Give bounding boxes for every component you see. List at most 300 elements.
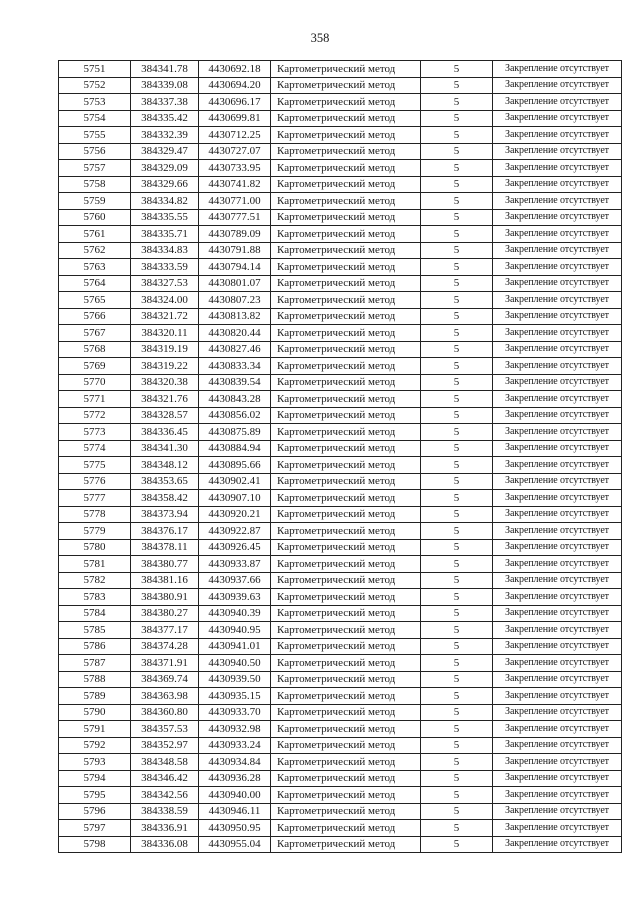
fixation-cell: Закрепление отсутствует — [493, 143, 622, 160]
point-number-cell: 5761 — [59, 226, 131, 243]
method-cell: Картометрический метод — [271, 737, 421, 754]
table-row — [59, 836, 622, 853]
point-number-cell: 5786 — [59, 638, 131, 655]
accuracy-cell: 5 — [421, 688, 493, 705]
x-coordinate-cell: 384353.65 — [131, 473, 199, 490]
y-coordinate-cell: 4430934.84 — [199, 754, 271, 771]
accuracy-cell: 5 — [421, 836, 493, 853]
method-cell: Картометрический метод — [271, 589, 421, 606]
x-coordinate-cell: 384352.97 — [131, 737, 199, 754]
x-coordinate-cell: 384376.17 — [131, 523, 199, 540]
x-coordinate-cell: 384348.58 — [131, 754, 199, 771]
fixation-cell: Закрепление отсутствует — [493, 242, 622, 259]
point-number-cell: 5766 — [59, 308, 131, 325]
method-cell: Картометрический метод — [271, 836, 421, 853]
method-cell: Картометрический метод — [271, 259, 421, 276]
fixation-cell: Закрепление отсутствует — [493, 589, 622, 606]
x-coordinate-cell: 384321.72 — [131, 308, 199, 325]
accuracy-cell: 5 — [421, 391, 493, 408]
method-cell: Картометрический метод — [271, 341, 421, 358]
point-number-cell: 5773 — [59, 424, 131, 441]
x-coordinate-cell: 384329.09 — [131, 160, 199, 177]
method-cell: Картометрический метод — [271, 638, 421, 655]
fixation-cell: Закрепление отсутствует — [493, 622, 622, 639]
table-row — [59, 457, 622, 474]
x-coordinate-cell: 384332.39 — [131, 127, 199, 144]
table-row — [59, 242, 622, 259]
y-coordinate-cell: 4430820.44 — [199, 325, 271, 342]
method-cell: Картометрический метод — [271, 193, 421, 210]
x-coordinate-cell: 384327.53 — [131, 275, 199, 292]
x-coordinate-cell: 384320.38 — [131, 374, 199, 391]
fixation-cell: Закрепление отсутствует — [493, 523, 622, 540]
x-coordinate-cell: 384329.66 — [131, 176, 199, 193]
fixation-cell: Закрепление отсутствует — [493, 820, 622, 837]
table-row — [59, 506, 622, 523]
table-row — [59, 638, 622, 655]
y-coordinate-cell: 4430902.41 — [199, 473, 271, 490]
accuracy-cell: 5 — [421, 490, 493, 507]
point-number-cell: 5792 — [59, 737, 131, 754]
point-number-cell: 5769 — [59, 358, 131, 375]
point-number-cell: 5795 — [59, 787, 131, 804]
x-coordinate-cell: 384342.56 — [131, 787, 199, 804]
fixation-cell: Закрепление отсутствует — [493, 292, 622, 309]
method-cell: Картометрический метод — [271, 160, 421, 177]
x-coordinate-cell: 384338.59 — [131, 803, 199, 820]
table-row — [59, 539, 622, 556]
fixation-cell: Закрепление отсутствует — [493, 506, 622, 523]
point-number-cell: 5764 — [59, 275, 131, 292]
y-coordinate-cell: 4430827.46 — [199, 341, 271, 358]
table-row — [59, 209, 622, 226]
fixation-cell: Закрепление отсутствует — [493, 572, 622, 589]
fixation-cell: Закрепление отсутствует — [493, 325, 622, 342]
method-cell: Картометрический метод — [271, 292, 421, 309]
x-coordinate-cell: 384377.17 — [131, 622, 199, 639]
method-cell: Картометрический метод — [271, 457, 421, 474]
point-number-cell: 5798 — [59, 836, 131, 853]
x-coordinate-cell: 384334.82 — [131, 193, 199, 210]
table-row — [59, 110, 622, 127]
x-coordinate-cell: 384329.47 — [131, 143, 199, 160]
method-cell: Картометрический метод — [271, 110, 421, 127]
y-coordinate-cell: 4430789.09 — [199, 226, 271, 243]
fixation-cell: Закрепление отсутствует — [493, 94, 622, 111]
table-row — [59, 424, 622, 441]
accuracy-cell: 5 — [421, 193, 493, 210]
point-number-cell: 5757 — [59, 160, 131, 177]
point-number-cell: 5779 — [59, 523, 131, 540]
point-number-cell: 5775 — [59, 457, 131, 474]
table-row — [59, 440, 622, 457]
fixation-cell: Закрепление отсутствует — [493, 259, 622, 276]
accuracy-cell: 5 — [421, 457, 493, 474]
point-number-cell: 5797 — [59, 820, 131, 837]
fixation-cell: Закрепление отсутствует — [493, 787, 622, 804]
x-coordinate-cell: 384324.00 — [131, 292, 199, 309]
y-coordinate-cell: 4430791.88 — [199, 242, 271, 259]
table-row — [59, 143, 622, 160]
x-coordinate-cell: 384336.45 — [131, 424, 199, 441]
accuracy-cell: 5 — [421, 671, 493, 688]
fixation-cell: Закрепление отсутствует — [493, 605, 622, 622]
table-row — [59, 308, 622, 325]
y-coordinate-cell: 4430940.00 — [199, 787, 271, 804]
accuracy-cell: 5 — [421, 589, 493, 606]
fixation-cell: Закрепление отсутствует — [493, 754, 622, 771]
accuracy-cell: 5 — [421, 539, 493, 556]
accuracy-cell: 5 — [421, 605, 493, 622]
point-number-cell: 5791 — [59, 721, 131, 738]
method-cell: Картометрический метод — [271, 127, 421, 144]
y-coordinate-cell: 4430777.51 — [199, 209, 271, 226]
x-coordinate-cell: 384380.27 — [131, 605, 199, 622]
table-row — [59, 737, 622, 754]
method-cell: Картометрический метод — [271, 407, 421, 424]
fixation-cell: Закрепление отсутствует — [493, 308, 622, 325]
y-coordinate-cell: 4430801.07 — [199, 275, 271, 292]
x-coordinate-cell: 384360.80 — [131, 704, 199, 721]
table-row — [59, 61, 622, 78]
y-coordinate-cell: 4430843.28 — [199, 391, 271, 408]
fixation-cell: Закрепление отсутствует — [493, 655, 622, 672]
point-number-cell: 5780 — [59, 539, 131, 556]
table-row — [59, 572, 622, 589]
x-coordinate-cell: 384373.94 — [131, 506, 199, 523]
x-coordinate-cell: 384358.42 — [131, 490, 199, 507]
table-body — [59, 61, 622, 853]
table-row — [59, 473, 622, 490]
fixation-cell: Закрепление отсутствует — [493, 473, 622, 490]
x-coordinate-cell: 384319.22 — [131, 358, 199, 375]
accuracy-cell: 5 — [421, 506, 493, 523]
point-number-cell: 5765 — [59, 292, 131, 309]
table-row — [59, 688, 622, 705]
point-number-cell: 5789 — [59, 688, 131, 705]
point-number-cell: 5768 — [59, 341, 131, 358]
accuracy-cell: 5 — [421, 209, 493, 226]
x-coordinate-cell: 384374.28 — [131, 638, 199, 655]
y-coordinate-cell: 4430935.15 — [199, 688, 271, 705]
accuracy-cell: 5 — [421, 374, 493, 391]
point-number-cell: 5794 — [59, 770, 131, 787]
y-coordinate-cell: 4430950.95 — [199, 820, 271, 837]
y-coordinate-cell: 4430933.24 — [199, 737, 271, 754]
x-coordinate-cell: 384341.30 — [131, 440, 199, 457]
table-row — [59, 770, 622, 787]
method-cell: Картометрический метод — [271, 143, 421, 160]
accuracy-cell: 5 — [421, 787, 493, 804]
fixation-cell: Закрепление отсутствует — [493, 490, 622, 507]
fixation-cell: Закрепление отсутствует — [493, 391, 622, 408]
accuracy-cell: 5 — [421, 523, 493, 540]
table-row — [59, 358, 622, 375]
table-row — [59, 176, 622, 193]
y-coordinate-cell: 4430941.01 — [199, 638, 271, 655]
table-row — [59, 803, 622, 820]
y-coordinate-cell: 4430955.04 — [199, 836, 271, 853]
method-cell: Картометрический метод — [271, 671, 421, 688]
method-cell: Картометрический метод — [271, 226, 421, 243]
fixation-cell: Закрепление отсутствует — [493, 226, 622, 243]
y-coordinate-cell: 4430875.89 — [199, 424, 271, 441]
table-row — [59, 589, 622, 606]
y-coordinate-cell: 4430741.82 — [199, 176, 271, 193]
accuracy-cell: 5 — [421, 275, 493, 292]
table-row — [59, 77, 622, 94]
fixation-cell: Закрепление отсутствует — [493, 77, 622, 94]
method-cell: Картометрический метод — [271, 506, 421, 523]
table-row — [59, 671, 622, 688]
x-coordinate-cell: 384337.38 — [131, 94, 199, 111]
point-number-cell: 5793 — [59, 754, 131, 771]
x-coordinate-cell: 384321.76 — [131, 391, 199, 408]
x-coordinate-cell: 384369.74 — [131, 671, 199, 688]
y-coordinate-cell: 4430926.45 — [199, 539, 271, 556]
fixation-cell: Закрепление отсутствует — [493, 539, 622, 556]
fixation-cell: Закрепление отсутствует — [493, 638, 622, 655]
fixation-cell: Закрепление отсутствует — [493, 556, 622, 573]
method-cell: Картометрический метод — [271, 374, 421, 391]
accuracy-cell: 5 — [421, 127, 493, 144]
method-cell: Картометрический метод — [271, 704, 421, 721]
accuracy-cell: 5 — [421, 638, 493, 655]
y-coordinate-cell: 4430771.00 — [199, 193, 271, 210]
accuracy-cell: 5 — [421, 110, 493, 127]
accuracy-cell: 5 — [421, 473, 493, 490]
method-cell: Картометрический метод — [271, 754, 421, 771]
x-coordinate-cell: 384335.42 — [131, 110, 199, 127]
accuracy-cell: 5 — [421, 308, 493, 325]
y-coordinate-cell: 4430922.87 — [199, 523, 271, 540]
x-coordinate-cell: 384336.08 — [131, 836, 199, 853]
accuracy-cell: 5 — [421, 803, 493, 820]
table-row — [59, 193, 622, 210]
point-number-cell: 5777 — [59, 490, 131, 507]
fixation-cell: Закрепление отсутствует — [493, 407, 622, 424]
table-row — [59, 160, 622, 177]
y-coordinate-cell: 4430839.54 — [199, 374, 271, 391]
table-row — [59, 259, 622, 276]
method-cell: Картометрический метод — [271, 688, 421, 705]
point-number-cell: 5767 — [59, 325, 131, 342]
y-coordinate-cell: 4430946.11 — [199, 803, 271, 820]
accuracy-cell: 5 — [421, 440, 493, 457]
x-coordinate-cell: 384371.91 — [131, 655, 199, 672]
accuracy-cell: 5 — [421, 770, 493, 787]
accuracy-cell: 5 — [421, 143, 493, 160]
accuracy-cell: 5 — [421, 655, 493, 672]
page-number: 358 — [310, 31, 330, 45]
point-number-cell: 5776 — [59, 473, 131, 490]
y-coordinate-cell: 4430884.94 — [199, 440, 271, 457]
method-cell: Картометрический метод — [271, 473, 421, 490]
point-number-cell: 5785 — [59, 622, 131, 639]
y-coordinate-cell: 4430920.21 — [199, 506, 271, 523]
table-row — [59, 275, 622, 292]
y-coordinate-cell: 4430939.50 — [199, 671, 271, 688]
accuracy-cell: 5 — [421, 176, 493, 193]
method-cell: Картометрический метод — [271, 523, 421, 540]
point-number-cell: 5763 — [59, 259, 131, 276]
accuracy-cell: 5 — [421, 820, 493, 837]
table-row — [59, 94, 622, 111]
table-row — [59, 556, 622, 573]
point-number-cell: 5751 — [59, 61, 131, 78]
y-coordinate-cell: 4430933.87 — [199, 556, 271, 573]
x-coordinate-cell: 384328.57 — [131, 407, 199, 424]
accuracy-cell: 5 — [421, 704, 493, 721]
table-row — [59, 407, 622, 424]
method-cell: Картометрический метод — [271, 440, 421, 457]
accuracy-cell: 5 — [421, 226, 493, 243]
fixation-cell: Закрепление отсутствует — [493, 160, 622, 177]
y-coordinate-cell: 4430940.39 — [199, 605, 271, 622]
y-coordinate-cell: 4430696.17 — [199, 94, 271, 111]
y-coordinate-cell: 4430807.23 — [199, 292, 271, 309]
fixation-cell: Закрепление отсутствует — [493, 770, 622, 787]
method-cell: Картометрический метод — [271, 77, 421, 94]
y-coordinate-cell: 4430936.28 — [199, 770, 271, 787]
x-coordinate-cell: 384381.16 — [131, 572, 199, 589]
x-coordinate-cell: 384380.77 — [131, 556, 199, 573]
y-coordinate-cell: 4430856.02 — [199, 407, 271, 424]
point-number-cell: 5796 — [59, 803, 131, 820]
point-number-cell: 5762 — [59, 242, 131, 259]
table-row — [59, 490, 622, 507]
fixation-cell: Закрепление отсутствует — [493, 803, 622, 820]
method-cell: Картометрический метод — [271, 325, 421, 342]
y-coordinate-cell: 4430699.81 — [199, 110, 271, 127]
y-coordinate-cell: 4430940.95 — [199, 622, 271, 639]
table-row — [59, 721, 622, 738]
y-coordinate-cell: 4430794.14 — [199, 259, 271, 276]
fixation-cell: Закрепление отсутствует — [493, 440, 622, 457]
table-row — [59, 754, 622, 771]
x-coordinate-cell: 384319.19 — [131, 341, 199, 358]
method-cell: Картометрический метод — [271, 391, 421, 408]
point-number-cell: 5778 — [59, 506, 131, 523]
fixation-cell: Закрепление отсутствует — [493, 374, 622, 391]
table-row — [59, 820, 622, 837]
x-coordinate-cell: 384380.91 — [131, 589, 199, 606]
x-coordinate-cell: 384378.11 — [131, 539, 199, 556]
point-number-cell: 5774 — [59, 440, 131, 457]
point-number-cell: 5756 — [59, 143, 131, 160]
method-cell: Картометрический метод — [271, 721, 421, 738]
y-coordinate-cell: 4430933.70 — [199, 704, 271, 721]
table-row — [59, 704, 622, 721]
accuracy-cell: 5 — [421, 160, 493, 177]
x-coordinate-cell: 384336.91 — [131, 820, 199, 837]
method-cell: Картометрический метод — [271, 94, 421, 111]
point-number-cell: 5758 — [59, 176, 131, 193]
accuracy-cell: 5 — [421, 407, 493, 424]
y-coordinate-cell: 4430692.18 — [199, 61, 271, 78]
point-number-cell: 5755 — [59, 127, 131, 144]
table-row — [59, 391, 622, 408]
table-row — [59, 605, 622, 622]
fixation-cell: Закрепление отсутствует — [493, 457, 622, 474]
x-coordinate-cell: 384341.78 — [131, 61, 199, 78]
y-coordinate-cell: 4430907.10 — [199, 490, 271, 507]
point-number-cell: 5783 — [59, 589, 131, 606]
point-number-cell: 5771 — [59, 391, 131, 408]
y-coordinate-cell: 4430932.98 — [199, 721, 271, 738]
y-coordinate-cell: 4430939.63 — [199, 589, 271, 606]
method-cell: Картометрический метод — [271, 556, 421, 573]
x-coordinate-cell: 384357.53 — [131, 721, 199, 738]
y-coordinate-cell: 4430833.34 — [199, 358, 271, 375]
method-cell: Картометрический метод — [271, 820, 421, 837]
point-number-cell: 5754 — [59, 110, 131, 127]
table-row — [59, 226, 622, 243]
point-number-cell: 5790 — [59, 704, 131, 721]
point-number-cell: 5770 — [59, 374, 131, 391]
fixation-cell: Закрепление отсутствует — [493, 688, 622, 705]
fixation-cell: Закрепление отсутствует — [493, 127, 622, 144]
fixation-cell: Закрепление отсутствует — [493, 721, 622, 738]
fixation-cell: Закрепление отсутствует — [493, 737, 622, 754]
table-row — [59, 374, 622, 391]
method-cell: Картометрический метод — [271, 490, 421, 507]
method-cell: Картометрический метод — [271, 358, 421, 375]
accuracy-cell: 5 — [421, 61, 493, 78]
accuracy-cell: 5 — [421, 572, 493, 589]
accuracy-cell: 5 — [421, 325, 493, 342]
accuracy-cell: 5 — [421, 94, 493, 111]
table-row — [59, 325, 622, 342]
x-coordinate-cell: 384339.08 — [131, 77, 199, 94]
table-row — [59, 787, 622, 804]
table-row — [59, 523, 622, 540]
fixation-cell: Закрепление отсутствует — [493, 341, 622, 358]
method-cell: Картометрический метод — [271, 770, 421, 787]
x-coordinate-cell: 384333.59 — [131, 259, 199, 276]
accuracy-cell: 5 — [421, 259, 493, 276]
method-cell: Картометрический метод — [271, 242, 421, 259]
y-coordinate-cell: 4430727.07 — [199, 143, 271, 160]
fixation-cell: Закрепление отсутствует — [493, 110, 622, 127]
method-cell: Картометрический метод — [271, 572, 421, 589]
fixation-cell: Закрепление отсутствует — [493, 358, 622, 375]
method-cell: Картометрический метод — [271, 803, 421, 820]
point-number-cell: 5787 — [59, 655, 131, 672]
y-coordinate-cell: 4430895.66 — [199, 457, 271, 474]
y-coordinate-cell: 4430733.95 — [199, 160, 271, 177]
method-cell: Картометрический метод — [271, 424, 421, 441]
x-coordinate-cell: 384320.11 — [131, 325, 199, 342]
x-coordinate-cell: 384335.55 — [131, 209, 199, 226]
fixation-cell: Закрепление отсутствует — [493, 424, 622, 441]
y-coordinate-cell: 4430937.66 — [199, 572, 271, 589]
x-coordinate-cell: 384363.98 — [131, 688, 199, 705]
y-coordinate-cell: 4430813.82 — [199, 308, 271, 325]
fixation-cell: Закрепление отсутствует — [493, 61, 622, 78]
accuracy-cell: 5 — [421, 292, 493, 309]
coordinates-table — [58, 60, 622, 853]
fixation-cell: Закрепление отсутствует — [493, 193, 622, 210]
point-number-cell: 5784 — [59, 605, 131, 622]
accuracy-cell: 5 — [421, 754, 493, 771]
table-row — [59, 655, 622, 672]
point-number-cell: 5760 — [59, 209, 131, 226]
table-row — [59, 622, 622, 639]
y-coordinate-cell: 4430712.25 — [199, 127, 271, 144]
method-cell: Картометрический метод — [271, 61, 421, 78]
method-cell: Картометрический метод — [271, 655, 421, 672]
